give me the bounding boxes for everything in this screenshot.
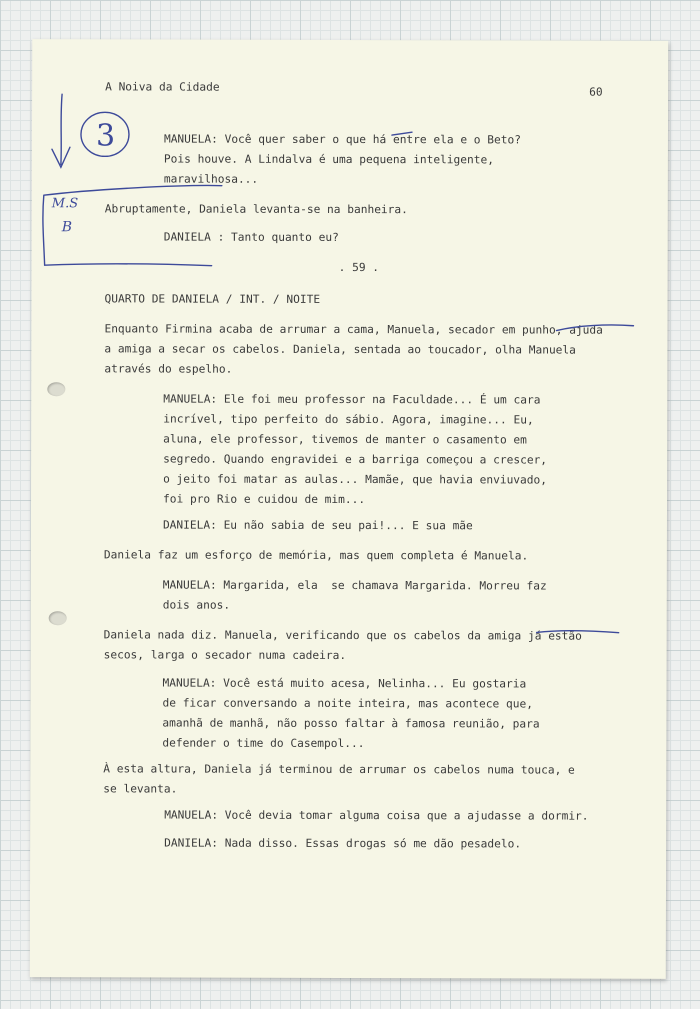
dialogue-line: Pois houve. A Lindalva é uma pequena inteligente,: [163, 152, 494, 167]
dialogue-line: aluna, ele professor, tivemos de manter o casamento em: [163, 432, 527, 447]
document-title: A Noiva da Cidade: [105, 80, 220, 94]
down-arrow-icon: [52, 94, 70, 167]
dialogue-line: incrível, tipo perfeito do sábio. Agora, imagine... Eu,: [163, 412, 534, 427]
action-line: Enquanto Firmina acaba de arrumar a cama, Manuela, secador em punho, ajuda: [104, 322, 603, 337]
dialogue-line: DANIELA : Tanto quanto eu?: [163, 230, 339, 244]
dialogue-line: segredo. Quando engravidei e a barriga começou a crescer,: [163, 452, 548, 467]
dialogue-line: dois anos.: [162, 598, 231, 612]
dialogue-line: MANUELA: Você quer saber o que há entre ela e o Beto?: [163, 132, 521, 147]
dialogue-line: MANUELA: Você está muito acesa, Nelinha... Eu gostaria: [162, 676, 527, 691]
dialogue-line: DANIELA: Nada disso. Essas drogas só me dão pesadelo.: [164, 836, 522, 851]
dialogue-line: maravilhosa...: [163, 172, 259, 186]
strikethrough-mark: [391, 132, 634, 633]
action-line: secos, larga o secador numa cadeira.: [103, 648, 347, 662]
margin-initials: B: [61, 219, 73, 236]
scene-number: . 59 .: [338, 260, 380, 275]
circled-number: 3: [95, 118, 116, 154]
action-line: se levanta.: [103, 782, 178, 796]
action-line: À esta altura, Daniela já terminou de arrumar os cabelos numa touca, e: [103, 762, 575, 777]
dialogue-line: amanhã de manhã, não posso faltar à famosa reunião, para: [162, 716, 540, 731]
dialogue-line: defender o time do Casempol...: [162, 736, 365, 751]
dialogue-line: DANIELA: Eu não sabia de seu pai!... E sua mãe: [162, 518, 473, 533]
action-line: através do espelho.: [104, 362, 233, 376]
dialogue-line: MANUELA: Você devia tomar alguma coisa que a ajudasse a dormir.: [164, 808, 589, 823]
margin-initials: M.S: [51, 196, 79, 212]
dialogue-line: o jeito foi matar as aulas... Mamãe, que havia enviuvado,: [163, 472, 548, 487]
script-page: [30, 39, 668, 979]
dialogue-line: de ficar conversando a noite inteira, mas acontece que,: [162, 696, 533, 711]
page-number: 60: [589, 85, 603, 99]
action-line: Daniela nada diz. Manuela, verificando que os cabelos da amiga já estão: [103, 628, 582, 643]
pen-annotations: [30, 39, 668, 979]
dialogue-line: MANUELA: Ele foi meu professor na Faculdade... É um cara: [163, 392, 541, 407]
scene-heading: QUARTO DE DANIELA / INT. / NOITE: [104, 292, 321, 306]
action-line: Daniela faz um esforço de memória, mas quem completa é Manuela.: [103, 548, 529, 563]
action-line: Abruptamente, Daniela levanta-se na banheira.: [104, 202, 408, 217]
dialogue-line: MANUELA: Margarida, ela se chamava Margarida. Morreu faz: [162, 578, 547, 593]
dialogue-line: foi pro Rio e cuidou de mim...: [163, 492, 366, 507]
action-line: a amiga a secar os cabelos. Daniela, sentada ao toucador, olha Manuela: [104, 342, 576, 357]
